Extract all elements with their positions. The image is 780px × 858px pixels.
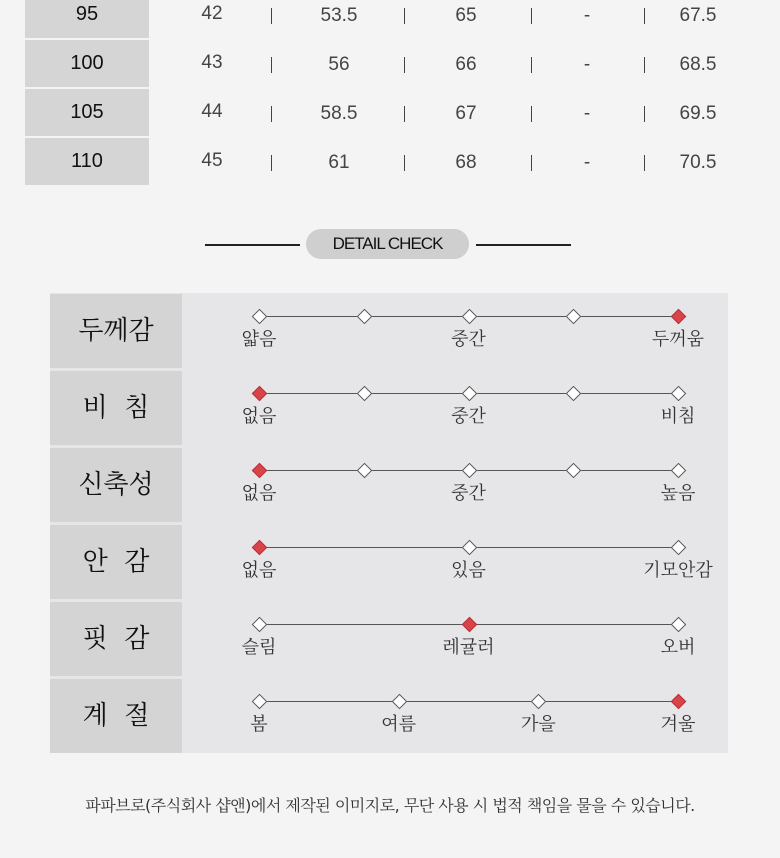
attribute-label: 핏 감: [50, 602, 182, 676]
attribute-label: 비 침: [50, 371, 182, 445]
size-label: 100: [25, 40, 149, 87]
scale-marker: [252, 694, 268, 710]
scale-option-label: 오버: [660, 637, 696, 658]
scale-marker: [671, 386, 687, 402]
scale-track: [259, 701, 678, 702]
size-value-cell: 56: [328, 54, 350, 75]
size-value-cell: 65: [455, 5, 477, 26]
detail-check-panel: [50, 293, 728, 753]
size-value-cell: 68: [455, 152, 477, 173]
size-row: [0, 138, 780, 185]
size-label: 95: [25, 0, 149, 38]
scale-marker: [356, 309, 372, 325]
detail-check-right-line: [476, 244, 571, 246]
scale-marker: [356, 386, 372, 402]
size-row: [0, 0, 780, 38]
attribute-label: 두께감: [50, 294, 182, 368]
selected-scale-marker: [252, 463, 268, 479]
scale-option-label: 기모안감: [643, 560, 713, 581]
column-separator: [531, 8, 532, 24]
scale-marker: [461, 540, 477, 556]
scale-option-label: 없음: [241, 406, 277, 427]
scale-marker: [461, 386, 477, 402]
scale-marker: [252, 617, 268, 633]
selected-scale-marker: [671, 694, 687, 710]
scale-option-label: 중간: [451, 406, 486, 427]
column-separator: [404, 106, 405, 122]
column-separator: [271, 155, 272, 171]
size-value-cell: 69.5: [679, 103, 717, 124]
selected-scale-marker: [252, 540, 268, 556]
scale-option-label: 비침: [660, 406, 696, 427]
column-separator: [531, 106, 532, 122]
scale-marker: [671, 463, 687, 479]
selected-scale-marker: [671, 309, 687, 325]
scale-option-label: 중간: [451, 329, 486, 350]
column-separator: [404, 8, 405, 24]
column-separator: [271, 106, 272, 122]
column-separator: [531, 57, 532, 73]
column-separator: [644, 8, 645, 24]
scale-marker: [356, 463, 372, 479]
size-value-cell: 70.5: [679, 152, 717, 173]
scale-option-label: 두꺼움: [651, 329, 705, 350]
detail-check-title: DETAIL CHECK: [306, 229, 469, 259]
size-value-cell: 44: [201, 101, 223, 122]
size-value-cell: 67.5: [679, 5, 717, 26]
column-separator: [404, 57, 405, 73]
scale-option-label: 없음: [241, 560, 277, 581]
scale-option-label: 가을: [520, 714, 556, 735]
column-separator: [644, 106, 645, 122]
column-separator: [271, 8, 272, 24]
size-value-cell: 42: [201, 3, 223, 24]
attribute-label: 계 절: [50, 679, 182, 753]
size-label: 105: [25, 89, 149, 136]
scale-option-label: 겨울: [660, 714, 696, 735]
size-value-cell: 61: [328, 152, 350, 173]
selected-scale-marker: [252, 386, 268, 402]
scale-marker: [566, 463, 582, 479]
size-label: 110: [25, 138, 149, 185]
scale-option-label: 중간: [451, 483, 486, 504]
scale-option-label: 높음: [660, 483, 696, 504]
detail-check-left-line: [205, 244, 300, 246]
size-value-cell: 67: [455, 103, 477, 124]
scale-option-label: 얇음: [241, 329, 277, 350]
size-value-cell: -: [583, 5, 591, 26]
size-value-cell: 45: [201, 150, 223, 171]
column-separator: [644, 57, 645, 73]
column-separator: [531, 155, 532, 171]
scale-marker: [566, 309, 582, 325]
scale-option-label: 여름: [381, 714, 417, 735]
attribute-label: 신축성: [50, 448, 182, 522]
scale-marker: [531, 694, 547, 710]
scale-marker: [391, 694, 407, 710]
copyright-notice: 파파브로(주식회사 샵앤)에서 제작된 이미지로, 무단 사용 시 법적 책임을 물을 수 있습니다.: [85, 796, 695, 815]
size-value-cell: 43: [201, 52, 223, 73]
size-value-cell: 58.5: [320, 103, 358, 124]
scale-option-label: 레귤러: [442, 637, 495, 658]
size-value-cell: -: [583, 152, 591, 173]
scale-marker: [566, 386, 582, 402]
size-value-cell: -: [583, 54, 591, 75]
scale-marker: [461, 463, 477, 479]
scale-marker: [252, 309, 268, 325]
scale-option-label: 없음: [241, 483, 277, 504]
column-separator: [404, 155, 405, 171]
size-value-cell: 68.5: [679, 54, 717, 75]
scale-marker: [671, 617, 687, 633]
selected-scale-marker: [461, 617, 477, 633]
scale-marker: [671, 540, 687, 556]
size-row: [0, 40, 780, 87]
attribute-label: 안 감: [50, 525, 182, 599]
scale-option-label: 봄: [250, 714, 268, 735]
scale-option-label: 슬림: [241, 637, 277, 658]
scale-option-label: 있음: [451, 560, 486, 581]
column-separator: [271, 57, 272, 73]
size-value-cell: 66: [455, 54, 477, 75]
scale-marker: [461, 309, 477, 325]
size-row: [0, 89, 780, 136]
size-value-cell: 53.5: [320, 5, 358, 26]
size-value-cell: -: [583, 103, 591, 124]
column-separator: [644, 155, 645, 171]
